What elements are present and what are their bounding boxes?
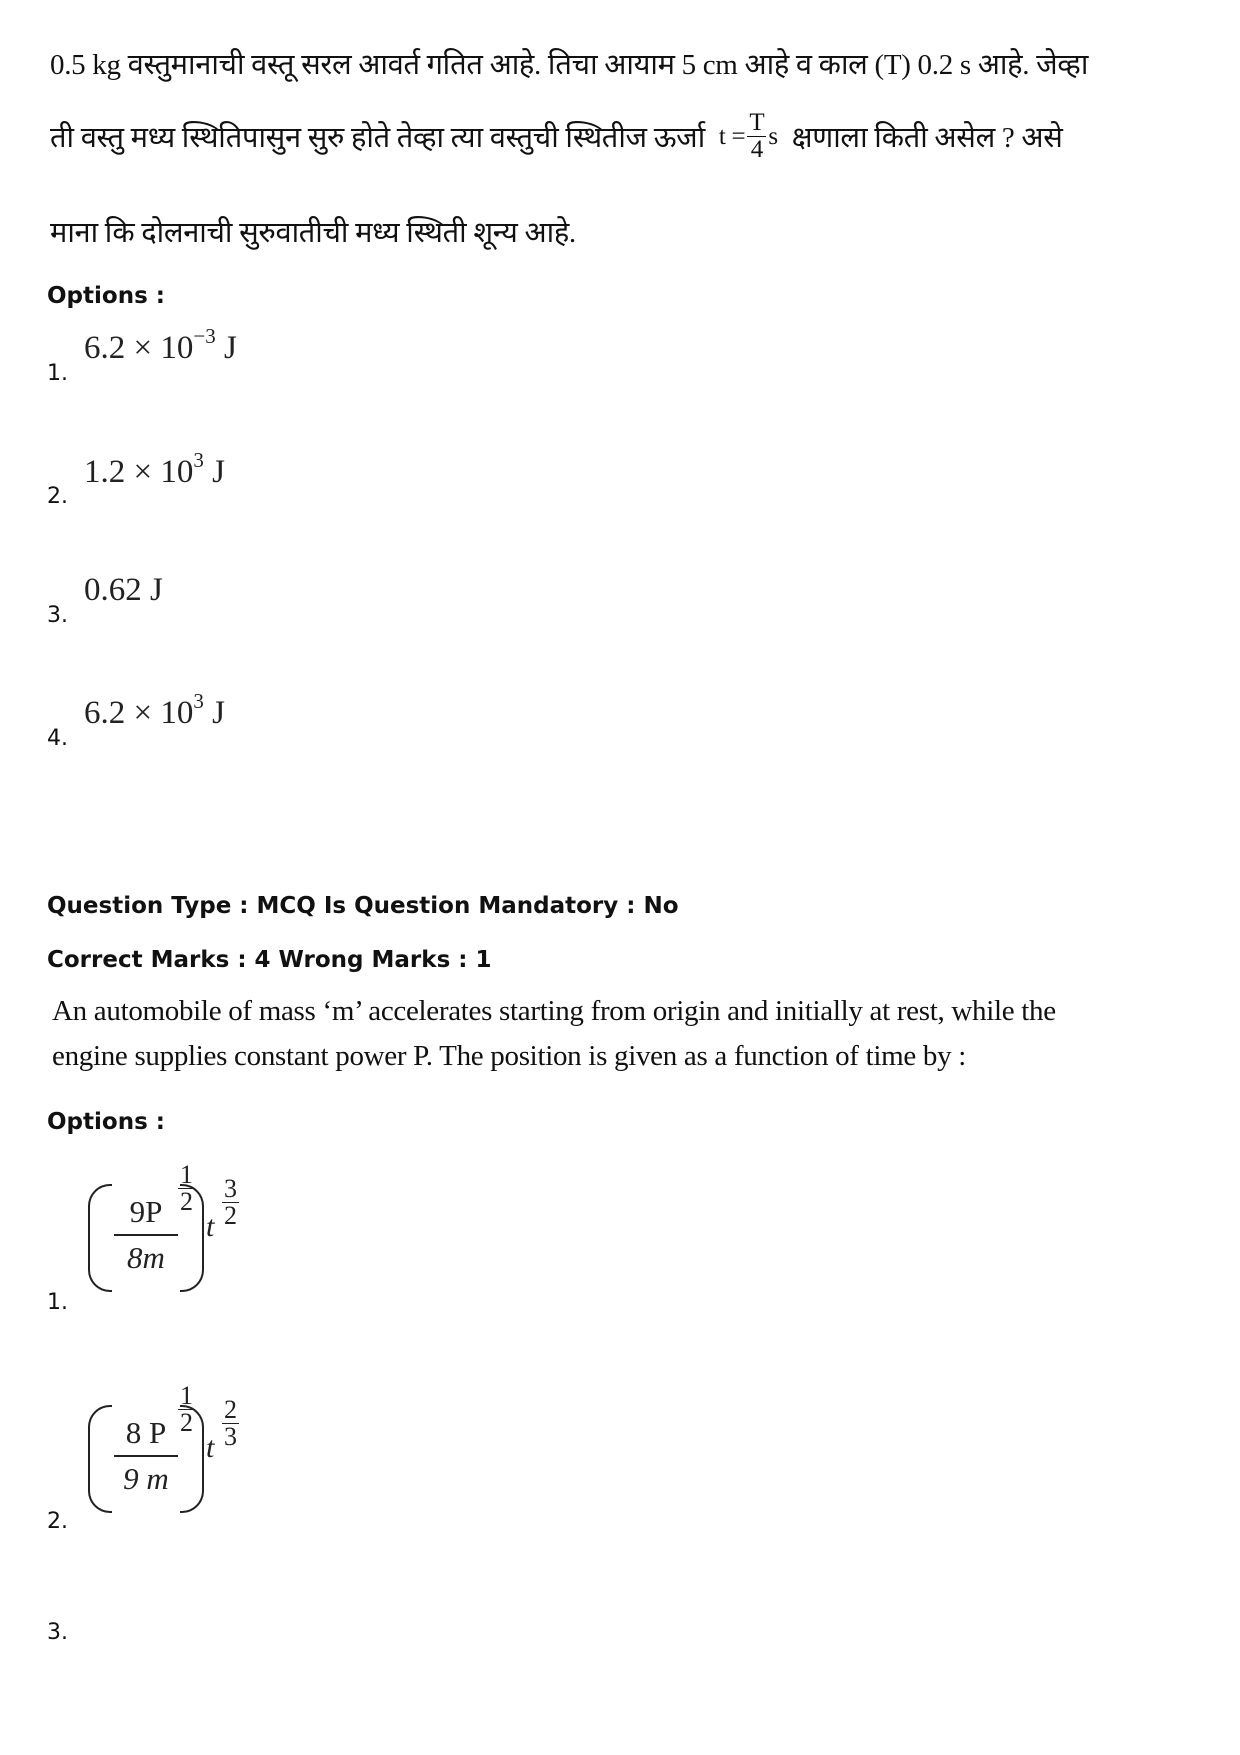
q1-option-1-mantissa: 6.2 × 10 xyxy=(84,330,194,366)
q2-option-2-fraction xyxy=(110,1411,182,1501)
q1-text-line2-start: ती वस्तु मध्य स्थितिपासुन सुरु होते तेव्हा त्या वस्तुची स्थितीज ऊर्जा xyxy=(50,122,705,154)
q1-option-2-unit: J xyxy=(203,454,225,490)
q2-option-1-number: 1. xyxy=(47,1290,68,1315)
q2-option-1-t-power-num: 3 xyxy=(224,1174,237,1203)
q1-text-line1: 0.5 kg वस्तुमानाची वस्तू सरल आवर्त गतित आहे. तिचा आयाम 5 cm आहे व काल (T) 0.2 s आहे. जेव्हा xyxy=(50,49,1089,81)
q2-option-1-t-power xyxy=(222,1176,239,1229)
q1-option-4-exponent: 3 xyxy=(193,689,204,713)
q2-option-2-power-den: 2 xyxy=(180,1408,193,1437)
q2-option-1-t-power-den: 2 xyxy=(224,1201,237,1230)
q2-option-1-power-den: 2 xyxy=(180,1187,193,1216)
q1-text-line3: माना कि दोलनाची सुरुवातीची मध्य स्थिती शून्य आहे. xyxy=(50,217,576,249)
q2-text-line2: engine supplies constant power P. The position is given as a function of time by : xyxy=(52,1040,967,1072)
q2-option-1-expression xyxy=(88,1160,258,1304)
q1-option-3-number: 3. xyxy=(47,603,68,628)
q2-option-2-t: t xyxy=(206,1431,215,1464)
q2-option-1-fraction-num: 9P xyxy=(114,1190,178,1236)
q1-options-label: Options : xyxy=(47,283,165,309)
q2-option-1-left-paren xyxy=(88,1184,112,1292)
q1-option-2-mantissa: 1.2 × 10 xyxy=(84,454,194,490)
q2-option-1-power xyxy=(178,1162,195,1215)
q2-option-3-number: 3. xyxy=(47,1620,68,1645)
q1-option-1-value xyxy=(84,324,237,367)
q2-option-2-fraction-den: 9 m xyxy=(123,1461,169,1496)
q2-option-2-t-power xyxy=(222,1397,239,1450)
q1-text-line2 xyxy=(50,110,1063,163)
q1-t-fraction-den: 4 xyxy=(750,136,763,163)
q1-option-3-mantissa: 0.62 J xyxy=(84,572,163,608)
q1-option-4-unit: J xyxy=(203,695,225,731)
q2-option-2-power xyxy=(178,1383,195,1436)
q2-option-2-fraction-num: 8 P xyxy=(114,1411,178,1457)
q2-option-1-power-num: 1 xyxy=(180,1160,193,1189)
q1-option-2-exponent: 3 xyxy=(193,448,204,472)
q1-option-1-number: 1. xyxy=(47,361,68,386)
q2-option-2-t-power-den: 3 xyxy=(224,1422,237,1451)
q1-option-2-value xyxy=(84,448,225,491)
q2-option-2-expression xyxy=(88,1381,258,1525)
q1-option-4-value xyxy=(84,689,225,732)
q1-t-fraction-num: T xyxy=(749,109,765,136)
q1-text-line2-end: क्षणाला किती असेल ? असे xyxy=(791,122,1063,154)
q2-option-2-power-num: 1 xyxy=(180,1381,193,1410)
q1-option-1-exponent: −3 xyxy=(193,324,216,348)
q1-option-4-number: 4. xyxy=(47,726,68,751)
q1-t-fraction xyxy=(747,110,766,163)
q1-option-4-mantissa: 6.2 × 10 xyxy=(84,695,194,731)
q2-option-2-t-power-num: 2 xyxy=(224,1395,237,1424)
q2-text-line1: An automobile of mass ‘m’ accelerates starting from origin and initially at rest, while the xyxy=(52,995,1056,1027)
q1-option-1-unit: J xyxy=(215,330,237,366)
q1-option-2-number: 2. xyxy=(47,484,68,509)
q1-t-equals: t = xyxy=(718,122,746,150)
q1-option-3-value xyxy=(84,572,163,609)
q1-time-expression xyxy=(719,110,778,163)
q2-option-1-fraction xyxy=(110,1190,182,1280)
q2-options-label: Options : xyxy=(47,1109,165,1135)
q2-option-2-left-paren xyxy=(88,1405,112,1513)
q2-option-1-fraction-den: 8m xyxy=(127,1240,165,1275)
q2-marks: Correct Marks : 4 Wrong Marks : 1 xyxy=(47,947,492,973)
q2-question-type: Question Type : MCQ Is Question Mandatory : No xyxy=(47,893,679,919)
q2-option-1-t: t xyxy=(206,1210,215,1243)
q1-t-unit: s xyxy=(768,122,778,150)
q2-option-2-number: 2. xyxy=(47,1509,68,1534)
